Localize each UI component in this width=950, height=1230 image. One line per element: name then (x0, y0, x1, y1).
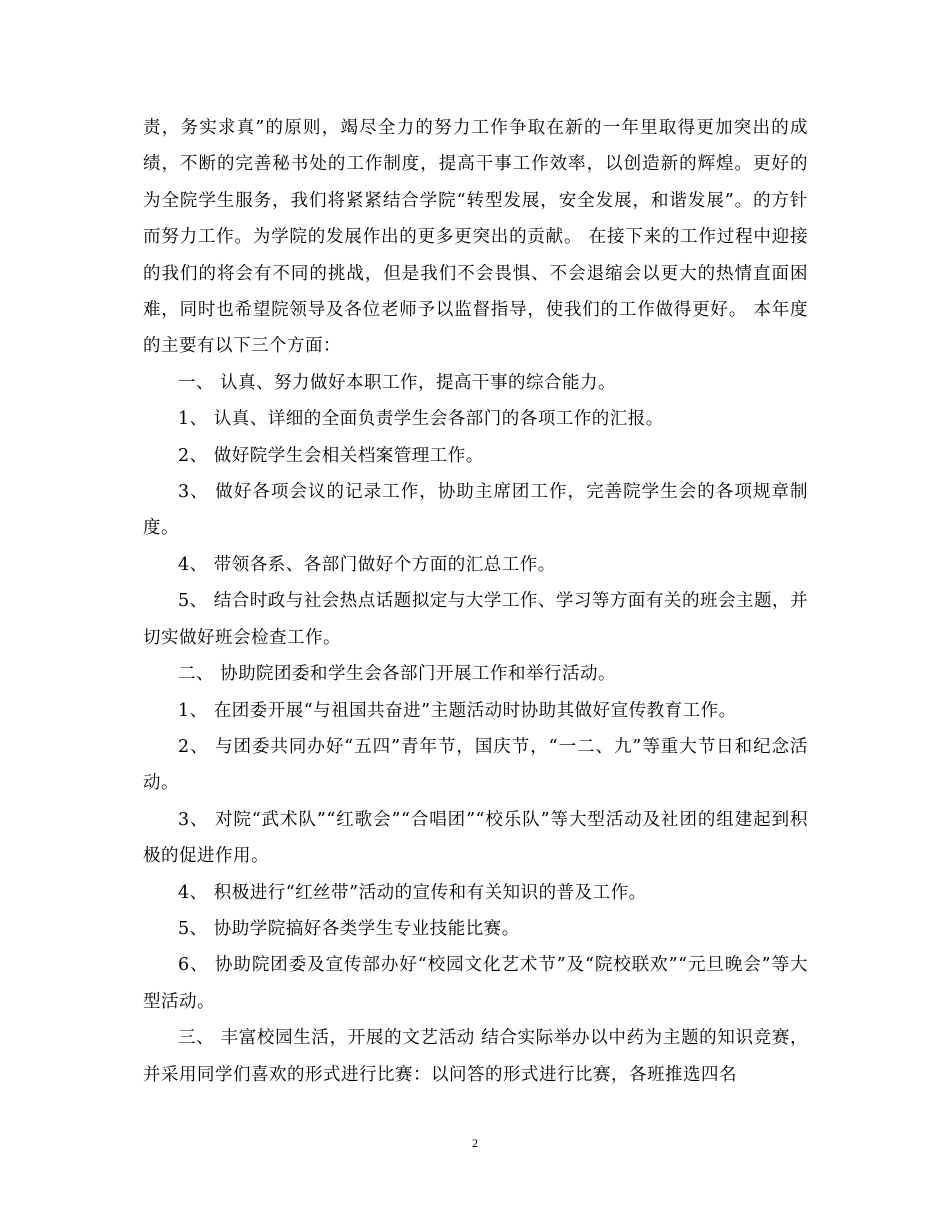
list-item: 5、 协助学院搞好各类学生专业技能比赛。 (178, 918, 520, 939)
list-item: 3、 对院“武术队”“红歌会”“合唱团”“校乐队”等大型活动及社团的组建起到积极的促进作用。 (143, 809, 808, 867)
list-item: 1、 认真、详细的全面负责学生会各部门的各项工作的汇报。 (178, 409, 664, 430)
paragraph-continuation: 责，务实求真”的原则，竭尽全力的努力工作争取在新的一年里取得更加突出的成绩，不断的完善秘书处的工作制度，提高干事工作效率，以创造新的辉煌。更好的为全院学生服务，我们将紧紧结合学院“转型发展，安全发展，和谐发展”。的方针而努力工作。为学院的发展作出的更多更突出的贡献。 在接下来的工作过程中迎接的我们的将会有不同的挑战，但是我们不会畏惧、不会退缩会以更大的热情直面困难，同时也希望院领导及各位老师予以监督指导，使我们的工作做得更好。 本年度的主要有以下三个方面： (143, 118, 808, 357)
list-item: 2、 做好院学生会相关档案管理工作。 (178, 445, 484, 466)
list-item: 2、 与团委共同办好“五四”青年节，国庆节，“一二、九”等重大节日和纪念活动。 (143, 736, 808, 794)
list-item: 4、 积极进行“红丝带”活动的宣传和有关知识的普及工作。 (178, 882, 647, 903)
list-item: 5、 结合时政与社会热点话题拟定与大学工作、学习等方面有关的班会主题，并切实做好班会检查工作。 (143, 591, 808, 648)
section-heading-2: 二、 协助院团委和学生会各部门开展工作和举行活动。 (178, 664, 617, 685)
list-item: 1、 在团委开展“与祖国共奋进”主题活动时协助其做好宣传教育工作。 (178, 700, 737, 721)
list-item: 4、 带领各系、各部门做好个方面的汇总工作。 (178, 554, 556, 575)
list-item: 6、 协助院团委及宣传部办好“校园文化艺术节”及“院校联欢”“元旦晚会”等大型活动。 (143, 955, 808, 1012)
document-body (143, 110, 808, 1093)
page-number: 2 (472, 1136, 478, 1150)
section-heading-1: 一、 认真、努力做好本职工作，提高干事的综合能力。 (178, 372, 617, 393)
list-item: 3、 做好各项会议的记录工作，协助主席团工作，完善院学生会的各项规章制度。 (143, 482, 808, 539)
section-heading-3: 三、 丰富校园生活，开展的文艺活动 结合实际举办以中药为主题的知识竞赛，并采用同学们喜欢的形式进行比赛：以问答的形式进行比赛，各班推选四名 (143, 1028, 808, 1085)
